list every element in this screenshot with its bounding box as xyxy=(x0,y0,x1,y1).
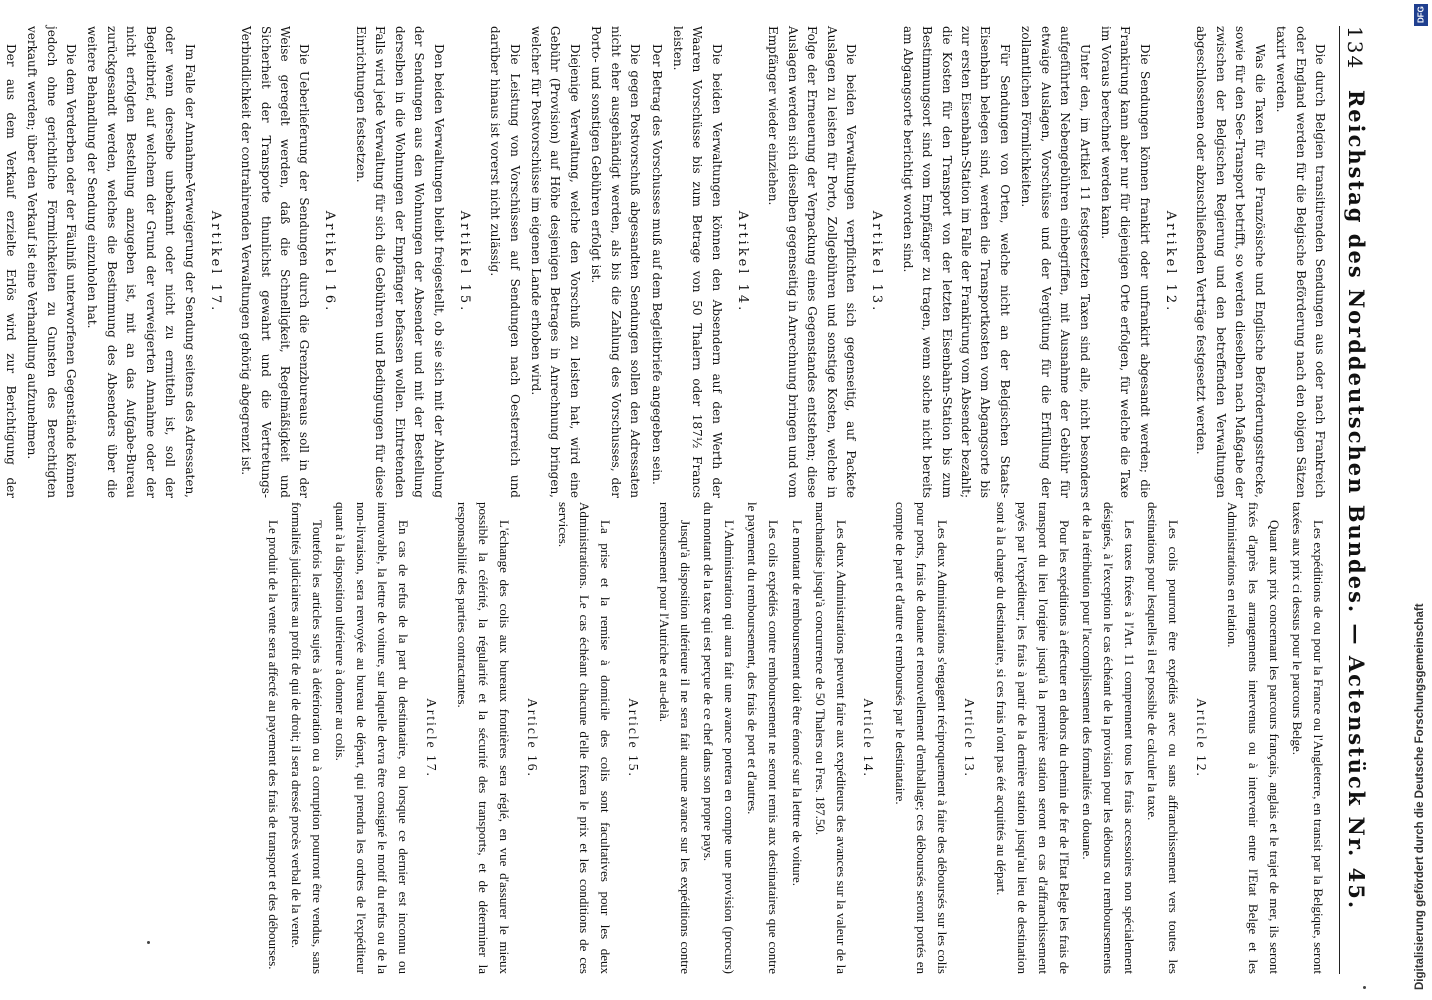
paragraph: Les deux Administrations peuvent faire aux expéditeurs des avances sur la valeur de la marchandise jusqu'à concurrence de 50 Thalers ou Fres. 187.50. xyxy=(812,502,849,974)
article-heading: Article 13. xyxy=(962,698,978,778)
paragraph: Die Leistung von Vorschüssen auf Sendungen nach Oesterreich und darüber hinaus ist vorerst nicht zulässig. xyxy=(488,26,522,498)
paragraph: Les colis pourront être expédiés avec ou sans affranchissement vers toutes les destinations pour lesquelles il est possible de calculer la taxe. xyxy=(1144,502,1181,974)
article-heading: Artikel 12. xyxy=(1162,210,1178,314)
paragraph: Die Sendungen können frankirt oder unfrankirt abgesandt werden; die Frankirung kann aber nur für diejenigen Orte erfolgen, für welche die Taxe im Voraus berechnet werden kann. xyxy=(1099,26,1152,498)
paragraph: Der Betrag des Vorschusses muß auf dem Begleitbriefe angegeben sein. xyxy=(649,44,664,485)
running-head: Reichstag des Norddeutschen Bundes. — Actenstück Nr. 45. xyxy=(1344,89,1369,911)
paragraph: Les deux Administrations s'engagent réciproquement à faire des déboursés sur les colis pour ports, frais de douane et renouvellement d'emballage; ces déboursés seront portés en compte de part et d'autre et remboursés par le destinataire. xyxy=(892,502,950,974)
paragraph: Les expéditions de ou pour la France ou l'Angleterre, en transit par la Belgique, seront taxées aux prix ci dessus pour le parcours Belge. xyxy=(1289,502,1326,974)
article-heading: Artikel 17. xyxy=(207,210,223,314)
paragraph: Die dem Verderben oder der Fäulniß unterworfenen Gegenstände können jedoch ohne gerichtliche Förmlichkeiten zu Gunsten des Berechtigten verkauft werden; über den Verkauf ist eine Verhandlung aufzunehmen. xyxy=(25,26,78,498)
article-heading: Article 14. xyxy=(861,698,877,778)
paragraph: Für Sendungen von Orten, welche nicht an der Belgischen Staats-Eisenbahn belegen sind, werden die Transportkosten vom Abgangsorte bis zur ersten Eisenbahn-Station im Falle der Frankirung vom Absender bezahlt; die Kosten für den Transport von der letzten Eisenbahn-Station bis zum Bestimmungsort sind vom Empfänger zu tragen, wenn solche nicht bereits am Abgangsorte berichtigt worden sind. xyxy=(900,26,1012,498)
paragraph: Les taxes fixées à l'Art. 11 comprennent tous les frais accessoires non spécialement désignés, à l'exception le cas échéant de la provision pour les débours ou remboursements et de la rétribution pour l'accomplissement des formalités en douane. xyxy=(1079,502,1137,974)
paragraph: Le produit de la vente sera affecté au payement des frais de transport et des débourses. xyxy=(266,520,282,970)
page-number: 134 xyxy=(1343,26,1367,71)
article-heading: Article 15. xyxy=(626,698,642,778)
paragraph: Quant aux prix concernant les parcours français, anglais et le trajet de mer, ils seront fixés d'après les arrangements intervenus ou à intervenir entre l'Etat Belge et les Administrations en relation. xyxy=(1224,502,1282,974)
paragraph: En cas de refus de la part du destinataire, ou lorsque ce dernier est inconnu ou introuvable, la lettre de voiture, sur laquelle devra être consigné le motif du refus ou de la non-livraison, sera renvoyée au bureau de départ, qui prendra les ordres de l'expéditeur quant à la disposition ultérieure à donner au colis. xyxy=(333,502,412,974)
paragraph: Unter den, im Artikel 11 festgesetzten Taxen sind alle, nicht besonders aufgeführten Nebengebühren einbegriffen, mit Ausnahme der Gebühr für etwaige Auslagen, Vorschüsse und der Vergütung für die Erfüllung der zollamtlichen Förmlichkeiten. xyxy=(1019,26,1092,498)
text-columns xyxy=(0,26,1329,974)
paragraph: Pour les expéditions à effectuer en dehors du chemin de fer de l'Etat Belge les frais de transport du lieu l'origine jusqu'à la première station seront en cas d'affranchissement payés par l'expéditeur; les frais à partir de la dernière station jusqu'au lieu de destination sont à la charge du destinataire, si ces frais n'ont pas été acquittés au départ. xyxy=(993,502,1072,974)
paragraph: L'Administration qui aura fait une avance portera en compte une provision (procurs) du montant de la taxe qui est perçue de ce chef dans son propre pays. xyxy=(701,502,738,974)
paragraph: Der aus dem Verkauf erzielte Erlös wird zur Berichtigung der xyxy=(3,44,18,498)
paragraph: Die beiden Verwaltungen können den Absendern auf den Werth der Waaren Vorschüsse bis zum Betrage von 50 Thalern oder 187½ Francs leisten. xyxy=(671,26,724,498)
scan-speck xyxy=(1363,986,1366,989)
paragraph: Was die Taxen für die Französische und Englische Beförderungsstrecke, sowie für den See-Transport betrifft, so werden dieselben nach Maßgabe der zwischen der Belgischen Regierung und den betreffenden Verwaltungen abgeschlossenen oder abzuschließenden Verträge festgesetzt werden. xyxy=(1194,26,1267,498)
paragraph: La prise et la remise à domicile des colis sont facultatives pour les deux Administrations. Le cas échéant chacune d'elle fixera le prix et les conditions de ces services. xyxy=(556,502,614,974)
paragraph: Die beiden Verwaltungen verpflichten sich gegenseitig, auf Packete Auslagen zu leisten für Porto, Zollgebühren und sonstige Kosten, welche in Folge der Erneuerung der Verpackung eines Gegenstandes entstehen; diese Auslagen werden sich dieselben gegenseitig in Anrechnung bringen und vom Empfänger wieder einziehen. xyxy=(766,26,859,498)
dfg-logo: DFG xyxy=(1414,4,1428,26)
paragraph: Les colis expédiés contre remboursement ne seront remis aux destinataires que contre le payement du remboursement, des frais de port et d'autres. xyxy=(745,502,782,974)
article-heading: Artikel 13. xyxy=(869,210,885,314)
paragraph: Die durch Belgien transitirenden Sendungen aus oder nach Frankreich oder England werden für die Belgische Beförderung nach den obigen Sätzen taxirt werden. xyxy=(1274,26,1327,498)
article-heading: Article 17. xyxy=(424,698,440,778)
paragraph: Die gegen Postvorschuß abgesandten Sendungen sollen den Adressaten nicht eher ausgehändigt werden, als bis die Zahlung des Vorschusses, der Porto- und sonstigen Gebühren erfolgt ist. xyxy=(589,26,643,498)
article-heading: Artikel 16. xyxy=(322,210,338,314)
digitization-note: Digitalisierung gefördert durch die Deutsche Forschungsgemeinschaft xyxy=(1414,603,1426,990)
article-heading: Article 12. xyxy=(1193,698,1209,778)
paragraph: Le montant de remboursement doit être énoncé sur la lettre de voiture. xyxy=(789,520,805,887)
paragraph: Diejenige Verwaltung, welche den Vorschuß zu leisten hat, wird eine Gebühr (Provision) auf Höhe desjenigen Betrages in Anrechnung bringen, welcher für Postvorschüsse im eigenen Lande erhoben wird. xyxy=(528,26,582,498)
paragraph: Jusqu'à disposition ultérieure il ne sera fait aucune avance sur les expéditions contre remboursement pour l'Autriche et au-delà. xyxy=(657,502,694,974)
paragraph: Im Falle der Annahme-Verweigerung der Sendung seitens des Adressaten, oder wenn derselbe unbekannt oder nicht zu ermitteln ist, soll der Begleitbrief, auf welchem der Grund der verweigerten Annahme oder der nicht erfolgten Bestellung anzugeben ist, mit an das Aufgabe-Bureau zurückgesandt werden, welches die Bestimmung des Absenders über die weitere Behandlung der Sendung einzuholen hat. xyxy=(85,26,197,498)
german-column xyxy=(0,26,1329,498)
paragraph: Die Ueberlieferung der Sendungen durch die Grenzbureaus soll in der Weise geregelt werden, daß die Schnelligkeit, Regelmäßigkeit und Sicherheit der Transporte thunlichst gewahrt und die Vertretungs-Verbindlichkeit der contrahirenden Verwaltungen gehörig abgegrenzt ist. xyxy=(239,26,312,498)
paragraph: L'échange des colis aux bureaux frontières sera réglé, en vue d'assurer le mieux possible la célérité, la régularité et la sécurité des transports, et de déterminer la responsabilité des parties contractantes. xyxy=(455,502,513,974)
article-heading: Artikel 14. xyxy=(734,210,750,314)
paragraph: Den beiden Verwaltungen bleibt freigestellt, ob sie sich mit der Abholung der Sendungen aus den Wohnungen der Absender und mit der Bestellung derselben in die Wohnungen der Empfänger befassen wollen. Eintretenden Falls wird jede Verwaltung für sich die Gebühren und Bedingungen für diese Einrichtungen festsetzen. xyxy=(353,26,446,498)
article-heading: Article 16. xyxy=(525,698,541,778)
french-column xyxy=(0,502,1329,974)
page-header xyxy=(1339,26,1386,974)
scan-speck xyxy=(147,941,150,944)
article-heading: Artikel 15. xyxy=(456,210,472,314)
paragraph: Toutefois les articles sujets à détérioration ou à corruption pourront être vendus, sans formalités judiciaires au profit de qui de droit; il sera dressé procès verbal de la vente. xyxy=(289,502,326,974)
